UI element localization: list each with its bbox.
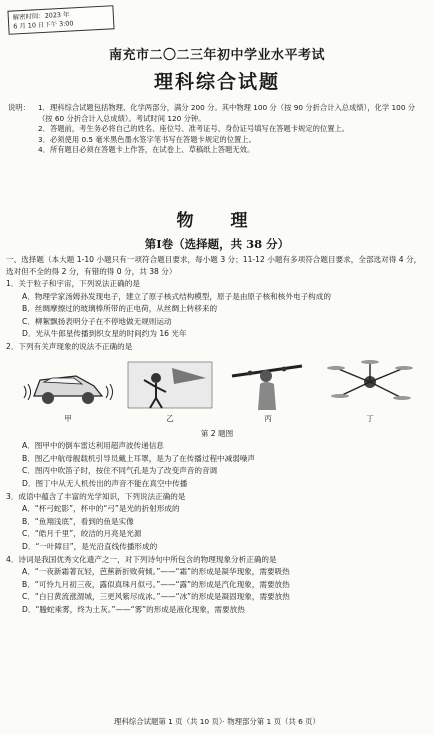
part-heading: 第Ⅰ卷（选择题，共 38 分） xyxy=(144,237,290,251)
q2-option-d: D．图丁中从无人机传出的声音不能在真空中传播 xyxy=(22,478,188,488)
instructions xyxy=(8,103,426,156)
q2-option-a: A．图甲中的倒车雷达利用超声波传递信息 xyxy=(22,441,164,451)
q4-option-b: B．“可怜九月初三夜，露似真珠月似弓。”——“露”的形成是汽化现象，需要放热 xyxy=(22,579,290,589)
drone-illustration xyxy=(322,356,418,412)
figure-label: 乙 xyxy=(166,413,174,423)
q2-option-b: B．图乙中航母舰载机引导员戴上耳罩，是为了在传播过程中减弱噪声 xyxy=(22,453,256,463)
stamp-line-1: 解密时间：2023 年 xyxy=(12,10,70,22)
q1-option-b: B．丝绸摩擦过的玻璃棒所带的正电荷，从丝绸上转移来的 xyxy=(22,304,218,314)
section-instructions: 一、选择题（本大题 1-10 小题只有一项符合题目要求，每小题 3 分；11-12 小题有多项符合题目要求，全部选对得 4 分，选对但不全的得 2 分，有错的得 0 分，共 38 分） xyxy=(6,255,422,276)
q4-option-c: C．“白日黄流涨渭城，三更风紫尽成冰。”——“冰”的形成是凝固现象，需要放热 xyxy=(22,592,290,602)
instruction-item: 3．必须使用 0.5 毫米黑色墨水签字笔书写在答题卡规定的位置上。 xyxy=(38,134,256,144)
questions xyxy=(6,254,428,616)
q4-stem: 4．诗词是我国优秀文化遗产之一，对下列诗句中所包含的物理现象分析正确的是 xyxy=(6,554,277,564)
q2-stem: 2．下列有关声现象的说法不正确的是 xyxy=(6,341,133,351)
q4-option-d: D．“螣蛇乘雾，终为土灰。”——“雾”的形成是液化现象，需要放热 xyxy=(22,604,245,614)
instruction-item: 2．答题前，考生务必将自己的姓名、座位号、准考证号、身份证号填写在答题卡规定的位置上。 xyxy=(38,124,350,134)
page-footer: 理科综合试题第 1 页（共 10 页）· 物理部分第 1 页（共 6 页） xyxy=(114,717,320,726)
car-radar-illustration xyxy=(20,356,116,412)
instructions-label: 说明： xyxy=(8,103,30,112)
figure-car-radar xyxy=(20,356,116,428)
q2-figures xyxy=(6,356,428,428)
q3-option-c: C．“皓月千里”，皎洁的月亮是光源 xyxy=(22,529,142,539)
q1-option-a: A．物理学家汤姆孙发现电子，建立了原子核式结构模型，原子是由原子核和核外电子构成的 xyxy=(22,291,331,301)
exam-title: 南充市二〇二三年初中学业水平考试 xyxy=(108,48,325,63)
q4-option-a: A．“一夜新霜著瓦轻，芭蕉新折败荷倾。”——“霜”的形成是凝华现象，需要吸热 xyxy=(22,567,290,577)
q2-figure-caption: 第 2 题图 xyxy=(200,428,234,438)
figure-label: 丁 xyxy=(366,413,374,423)
q1-stem: 1．关于粒子和宇宙，下列说法正确的是 xyxy=(6,279,140,288)
q3-stem: 3．成语中蕴含了丰富的光学知识，下列说法正确的是 xyxy=(6,491,186,501)
instruction-item: 4．所有题目必须在答题卡上作答，在试卷上、草稿纸上答题无效。 xyxy=(38,145,255,155)
q1-option-d: D．光从牛郎星传播到织女星的时间约为 16 光年 xyxy=(22,329,187,339)
figure-drone xyxy=(322,356,418,428)
q3-option-d: D．“一叶障目”，是光沿直线传播形成的 xyxy=(22,541,158,551)
flute-illustration xyxy=(220,356,316,412)
declassify-stamp xyxy=(7,5,114,35)
figure-label: 丙 xyxy=(264,413,272,423)
q3-option-b: B．“鱼翔浅底”，看到的鱼是实像 xyxy=(22,516,134,526)
q3-option-a: A．“杯弓蛇影”，杯中的“弓”是光的折射形成的 xyxy=(22,504,180,514)
carrier-guide-illustration xyxy=(122,356,218,412)
instruction-item: 1．理科综合试题包括物理、化学两部分，满分 200 分。其中物理 100 分（按 90 分折合计入总成绩），化学 100 分（按 60 分折合计入总成绩）。考试时间 120 分钟。 xyxy=(38,103,416,123)
figure-label: 甲 xyxy=(64,413,72,423)
figure-carrier-guide xyxy=(122,356,218,428)
q1-option-c: C．柳絮飘扬表明分子在不停地做无规则运动 xyxy=(22,316,172,326)
q2-option-c: C．图丙中吹笛子时，按住不同气孔是为了改变声音的音调 xyxy=(22,466,218,476)
figure-flute xyxy=(220,356,316,428)
exam-subtitle: 理科综合试题 xyxy=(153,71,280,93)
subject-heading: 物 理 xyxy=(176,211,258,231)
stamp-line-2: 6 月 10 日下午 3:00 xyxy=(13,19,74,31)
